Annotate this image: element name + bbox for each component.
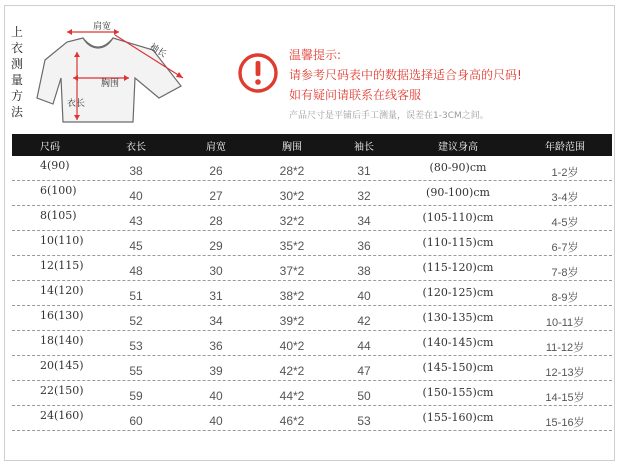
cell-length: 43 — [129, 214, 143, 228]
cell-height: (155-160)cm — [422, 410, 494, 424]
cell-height: (115-120)cm — [422, 260, 494, 274]
cell-shoulder: 28 — [209, 214, 223, 228]
cell-length: 53 — [129, 339, 143, 353]
cell-sleeve: 50 — [357, 389, 371, 403]
cell-size: 22(150) — [40, 383, 84, 397]
cell-sleeve: 47 — [357, 364, 371, 378]
cell-height: (130-135)cm — [422, 310, 494, 324]
cell-length: 55 — [129, 364, 143, 378]
cell-shoulder: 40 — [209, 414, 223, 428]
cell-age: 11-12岁 — [545, 342, 585, 354]
cell-sleeve: 34 — [357, 214, 371, 228]
table-row — [12, 306, 612, 331]
cell-height: (80-90)cm — [429, 160, 487, 174]
header-shoulder: 肩宽 — [206, 141, 226, 153]
cell-sleeve: 38 — [357, 264, 371, 278]
cell-size: 4(90) — [40, 158, 70, 172]
cell-length: 60 — [129, 414, 143, 428]
notice-line-2: 如有疑问请联系在线客服 — [289, 88, 422, 102]
cell-height: (150-155)cm — [422, 385, 494, 399]
cell-age: 1-2岁 — [551, 167, 579, 179]
cell-shoulder: 29 — [209, 239, 223, 253]
size-notice — [237, 42, 617, 132]
cell-age: 12-13岁 — [545, 367, 585, 379]
chest-label: 胸围 — [101, 79, 120, 89]
side-label-char: 上 — [10, 25, 23, 39]
cell-sleeve: 36 — [357, 239, 371, 253]
table-row — [12, 331, 612, 356]
cell-size: 24(160) — [40, 408, 84, 422]
cell-shoulder: 30 — [209, 264, 223, 278]
cell-chest: 42*2 — [279, 364, 305, 378]
cell-shoulder: 34 — [209, 314, 223, 328]
cell-shoulder: 27 — [209, 189, 223, 203]
cell-age: 6-7岁 — [551, 242, 579, 254]
cell-length: 48 — [129, 264, 143, 278]
cell-size: 8(105) — [40, 208, 77, 222]
side-label-char: 方 — [10, 89, 23, 103]
cell-size: 14(120) — [40, 283, 84, 297]
cell-size: 20(145) — [40, 358, 84, 372]
cell-chest: 40*2 — [279, 339, 305, 353]
cell-sleeve: 44 — [357, 339, 371, 353]
side-label-char: 量 — [10, 73, 23, 87]
cell-length: 51 — [129, 289, 143, 303]
shirt-diagram — [11, 16, 221, 131]
header-size: 尺码 — [40, 141, 60, 153]
table-row — [12, 281, 612, 306]
table-body — [12, 156, 612, 431]
cell-age: 14-15岁 — [545, 392, 585, 404]
table-row — [12, 381, 612, 406]
table-row — [12, 406, 612, 431]
shoulder-label: 肩宽 — [93, 22, 112, 32]
cell-size: 6(100) — [40, 183, 77, 197]
side-label-char: 衣 — [10, 41, 23, 55]
table-row — [12, 206, 612, 231]
cell-chest: 35*2 — [279, 239, 305, 253]
table-row — [12, 156, 612, 181]
cell-chest: 46*2 — [279, 414, 305, 428]
header-chest: 胸围 — [282, 141, 302, 153]
cell-chest: 44*2 — [279, 389, 305, 403]
table-row — [12, 181, 612, 206]
cell-chest: 37*2 — [279, 264, 305, 278]
cell-height: (90-100)cm — [426, 185, 490, 199]
cell-length: 38 — [129, 164, 143, 178]
cell-chest: 32*2 — [279, 214, 305, 228]
size-table — [12, 134, 612, 431]
sleeve-label: 袖长 — [147, 42, 168, 61]
header-height: 建议身高 — [438, 141, 478, 153]
cell-chest: 30*2 — [279, 189, 305, 203]
cell-length: 52 — [129, 314, 143, 328]
table-row — [12, 231, 612, 256]
cell-age: 8-9岁 — [551, 292, 579, 304]
notice-line-3: 产品尺寸是平铺后手工测量，误差在1-3CM之间。 — [289, 111, 489, 121]
cell-sleeve: 32 — [357, 189, 371, 203]
side-label-char: 法 — [10, 105, 23, 119]
cell-age: 7-8岁 — [551, 267, 579, 279]
cell-chest: 38*2 — [279, 289, 305, 303]
cell-shoulder: 39 — [209, 364, 223, 378]
length-label: 衣长 — [67, 99, 86, 109]
cell-height: (145-150)cm — [422, 360, 494, 374]
cell-size: 12(115) — [40, 258, 84, 272]
header-age: 年龄范围 — [545, 141, 585, 153]
cell-size: 18(140) — [40, 333, 84, 347]
notice-title: 温馨提示: — [289, 48, 342, 62]
cell-sleeve: 31 — [357, 164, 371, 178]
header-sleeve: 袖长 — [354, 141, 374, 153]
side-label-char: 测 — [10, 57, 23, 71]
table-row — [12, 356, 612, 381]
cell-chest: 28*2 — [279, 164, 305, 178]
cell-shoulder: 40 — [209, 389, 223, 403]
table-header — [12, 134, 612, 156]
cell-age: 10-11岁 — [545, 317, 585, 329]
table-row — [12, 256, 612, 281]
cell-height: (120-125)cm — [422, 285, 494, 299]
cell-chest: 39*2 — [279, 314, 305, 328]
cell-age: 4-5岁 — [551, 217, 579, 229]
cell-age: 15-16岁 — [545, 417, 585, 429]
cell-sleeve: 53 — [357, 414, 371, 428]
cell-age: 3-4岁 — [551, 192, 579, 204]
cell-length: 45 — [129, 239, 143, 253]
exclamation-circle-icon — [237, 52, 279, 94]
cell-height: (105-110)cm — [422, 210, 494, 224]
cell-shoulder: 26 — [209, 164, 223, 178]
shirt-outline-icon — [11, 16, 221, 131]
cell-sleeve: 40 — [357, 289, 371, 303]
cell-shoulder: 31 — [209, 289, 223, 303]
header-length: 衣长 — [126, 141, 146, 153]
notice-line-1: 请参考尺码表中的数据选择适合身高的尺码! — [289, 68, 522, 82]
cell-size: 10(110) — [40, 233, 84, 247]
cell-length: 59 — [129, 389, 143, 403]
cell-sleeve: 42 — [357, 314, 371, 328]
cell-shoulder: 36 — [209, 339, 223, 353]
cell-size: 16(130) — [40, 308, 84, 322]
cell-height: (140-145)cm — [422, 335, 494, 349]
cell-length: 40 — [129, 189, 143, 203]
cell-height: (110-115)cm — [422, 235, 494, 249]
